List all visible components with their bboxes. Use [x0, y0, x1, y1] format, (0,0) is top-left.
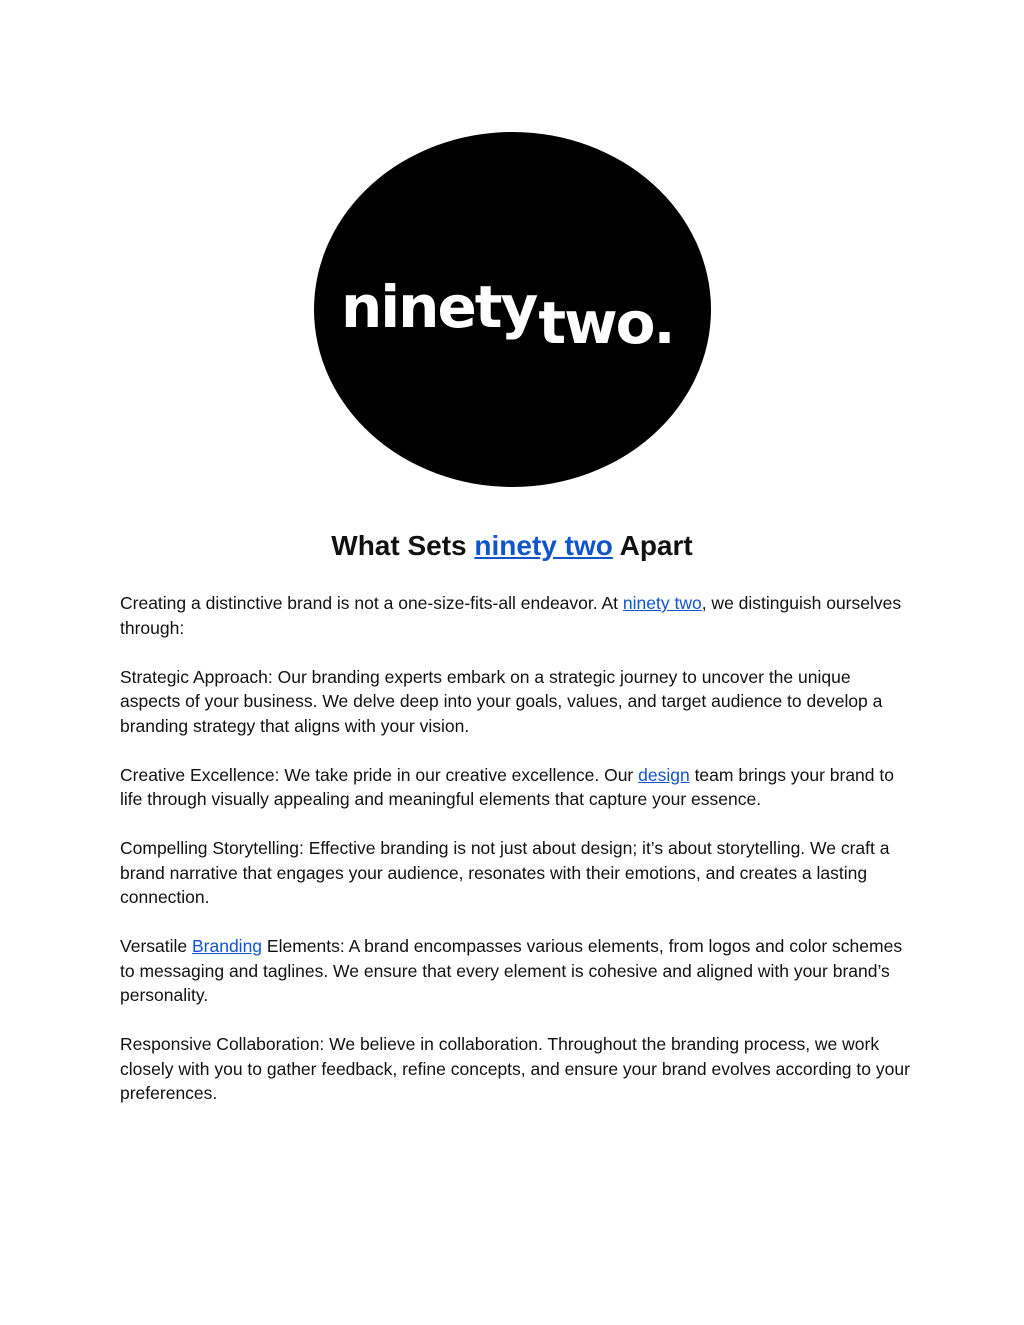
- intro-text-post: , we distinguish ourselves through:: [120, 593, 902, 638]
- intro-ninety-two-link[interactable]: ninety two: [622, 593, 702, 613]
- responsive-collaboration-paragraph: Responsive Collaboration: We believe in collaboration. Throughout the branding process, we work closely with you to gather feedback, refine concepts, and ensure your brand evolves according to your preferences.: [120, 1034, 910, 1103]
- body-content: [120, 591, 910, 1130]
- intro-text-pre: Creating a distinctive brand is not a one-size-fits-all endeavor. At: [120, 593, 623, 613]
- ninety-two-logo: [314, 132, 711, 487]
- versatile-text-post: Elements: A brand encompasses various elements, from logos and color schemes to messaging and taglines. We ensure that every element is cohesive and aligned with your brand’s personality.: [120, 936, 903, 1005]
- title-prefix: What Sets: [331, 530, 475, 561]
- title-suffix: Apart: [612, 530, 693, 561]
- creative-text-pre: Creative Excellence: We take pride in our creative excellence. Our: [120, 764, 639, 785]
- creative-excellence-paragraph: [120, 763, 910, 812]
- creative-text-post: team brings your brand to life through visually appealing and meaningful elements that capture your essence.: [120, 764, 894, 809]
- logo-wordmark: [341, 273, 674, 357]
- design-link[interactable]: design: [638, 764, 690, 785]
- intro-paragraph: [120, 591, 910, 640]
- logo-word-two: two.: [538, 289, 674, 357]
- versatile-text-pre: Versatile: [120, 936, 192, 956]
- page-title: [0, 526, 1024, 566]
- branding-link[interactable]: Branding: [191, 936, 263, 956]
- compelling-storytelling-paragraph: Compelling Storytelling: Effective branding is not just about design; it’s about storytelling. We craft a brand narrative that engages your audience, resonates with their emotions, and creates a lasting connection.: [120, 838, 890, 907]
- logo-word-ninety: ninety: [341, 273, 537, 341]
- versatile-branding-paragraph: [120, 934, 910, 1008]
- title-ninety-two-link[interactable]: ninety two: [474, 530, 613, 561]
- strategic-approach-paragraph: Strategic Approach: Our branding experts embark on a strategic journey to uncover the unique aspects of your business. We delve deep into your goals, values, and target audience to develop a branding strategy that aligns with your vision.: [120, 666, 883, 736]
